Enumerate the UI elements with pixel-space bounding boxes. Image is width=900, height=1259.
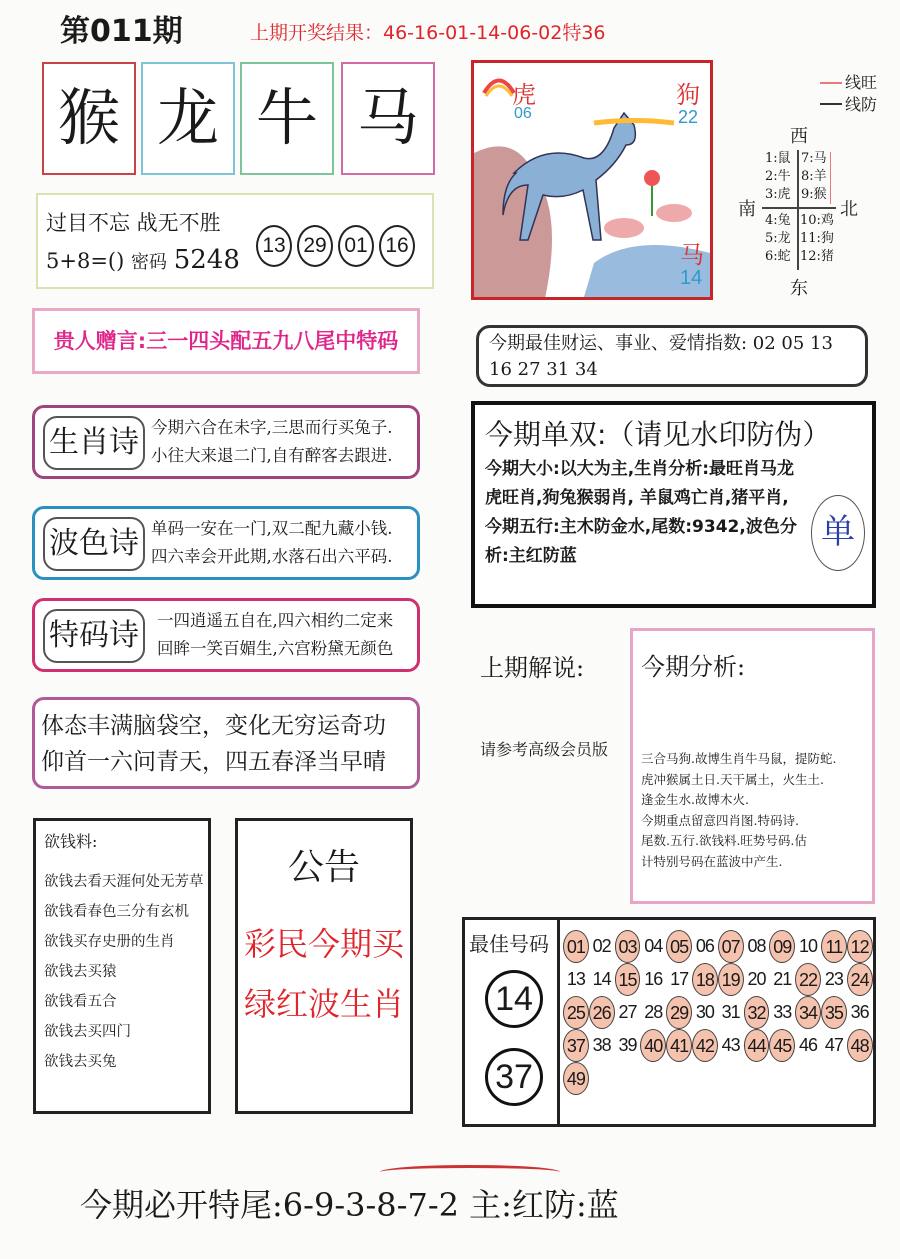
zodiac-item: 10:鸡 (800, 213, 834, 228)
poem-tag: 特码诗 (43, 609, 145, 663)
best-label: 最佳号码 (469, 932, 549, 956)
number-cell: 31 (721, 1002, 740, 1022)
verse-line: 仰首一六问青天，四五春泽当早晴 (41, 749, 386, 775)
number-cell: 32 (744, 996, 770, 1029)
number-cell: 22 (795, 963, 821, 996)
number-cell: 01 (563, 930, 589, 963)
number-cell: 15 (615, 963, 641, 996)
number-cell: 49 (563, 1062, 589, 1095)
poem-wave (32, 506, 420, 580)
number-cell: 41 (666, 1029, 692, 1062)
number-cell: 37 (563, 1029, 589, 1062)
password-label: 密码 (131, 252, 167, 273)
special-tail: 今期必开特尾:6-9-3-8-7-2 主:红防:蓝 (80, 1186, 619, 1224)
poem-tag: 波色诗 (43, 517, 145, 571)
zodiac-item: 8:羊 (801, 169, 827, 184)
number-cell: 36 (850, 1002, 869, 1022)
horse-illustration (474, 63, 710, 297)
analysis-title: 今期分析: (641, 653, 746, 681)
number-cell: 33 (773, 1002, 792, 1022)
horse-picture (471, 60, 713, 300)
pick-ball: 37 (485, 1048, 543, 1106)
number-cell: 25 (563, 996, 589, 1029)
number-cell: 12 (847, 930, 873, 963)
number-ball: 16 (379, 225, 415, 267)
money-clues (33, 818, 211, 1114)
analysis-line: 虎冲猴属土日.天干属土，火生土. (641, 771, 824, 787)
number-cell: 20 (747, 969, 766, 989)
money-item: 欲钱买存史册的生肖 (44, 934, 175, 950)
zodiac-item: 5:龙 (765, 231, 791, 246)
tiger-number: 06 (514, 105, 532, 122)
number-cell: 23 (824, 969, 843, 989)
poem-line: 小往大来退二门,自有醉客去跟进. (151, 446, 393, 465)
number-cell: 24 (847, 963, 873, 996)
poem-line: 回眸一笑百媚生,六宫粉黛无颜色 (157, 639, 394, 658)
motto-line: 过目不忘 战无不胜 (46, 211, 221, 235)
north-label: 北 (840, 199, 858, 220)
number-cell: 27 (618, 1002, 637, 1022)
number-cell: 28 (644, 1002, 663, 1022)
number-cell: 43 (721, 1035, 740, 1055)
number-cell: 40 (640, 1029, 666, 1062)
money-item: 欲钱去看天涯何处无芳草 (44, 874, 204, 890)
south-label: 南 (738, 199, 756, 220)
number-grid (563, 930, 873, 1095)
analysis-line: 尾数.五行.欲钱料.旺势号码.估 (641, 833, 807, 848)
number-cell: 26 (589, 996, 615, 1029)
poem-line: 一四逍遥五自在,四六相约二定来 (157, 611, 394, 630)
zodiac-item: 9:猴 (801, 187, 827, 202)
notice-title: 公告 (287, 847, 360, 888)
password-line (46, 245, 240, 275)
money-item: 欲钱去买兔 (44, 1054, 117, 1070)
dog-number: 22 (678, 107, 699, 127)
number-cell: 45 (769, 1029, 795, 1062)
money-item: 欲钱去买猿 (44, 964, 117, 980)
last-result: 上期开奖结果：46-16-01-14-06-02特36 (250, 22, 606, 44)
analysis-line: 计特别号码在蓝波中产生. (641, 853, 783, 869)
money-title: 欲钱料: (44, 832, 98, 851)
number-cell: 10 (799, 936, 818, 956)
number-cell: 30 (695, 1002, 714, 1022)
number-cell: 38 (592, 1035, 611, 1055)
motto-box (36, 193, 434, 289)
dog-label: 狗 (676, 81, 700, 109)
number-cell: 06 (695, 936, 714, 956)
analysis-line: 今期重点留意四肖图.特码诗. (641, 812, 799, 828)
number-cell: 46 (799, 1035, 818, 1055)
verse-box (32, 697, 420, 789)
number-cell: 16 (644, 969, 663, 989)
analysis-line: 三合马狗.故博生肖牛马鼠，提防蛇. (641, 751, 837, 766)
formula: 5+8=() (46, 249, 125, 273)
number-cell: 11 (821, 930, 847, 963)
verse-line: 体态丰满脑袋空，变化无穷运奇功 (41, 713, 386, 739)
analysis-line: 逢金生水.故博木火. (641, 792, 749, 807)
zodiac-item: 3:虎 (765, 187, 791, 202)
horse-label: 马 (680, 241, 704, 269)
zodiac-item: 7:马 (801, 151, 827, 166)
number-cell: 02 (592, 936, 611, 956)
money-item: 欲钱看五合 (44, 994, 117, 1010)
number-cell: 48 (847, 1029, 873, 1062)
east-label: 东 (790, 278, 808, 299)
money-item: 欲钱去买四门 (44, 1024, 131, 1040)
number-ball: 29 (297, 225, 333, 267)
odd-even-analysis: 今期大小:以大为主,生肖分析:最旺肖马龙虎旺肖,狗兔猴弱肖, 羊鼠鸡亡肖,猪平肖,今期五行:主木防金水,尾数:9342,波色分析:主红防蓝 (485, 459, 797, 566)
number-cell: 05 (666, 930, 692, 963)
money-item: 欲钱看春色三分有玄机 (44, 904, 189, 920)
zodiac-item: 2:牛 (765, 169, 791, 184)
last-explain-title: 上期解说: (480, 654, 585, 682)
banner: 贵人赠言:三一四头配五九八尾中特码 (32, 308, 420, 374)
number-cell: 35 (821, 996, 847, 1029)
number-cell: 34 (795, 996, 821, 1029)
number-ball: 13 (256, 225, 292, 267)
best-numbers-box (462, 917, 876, 1127)
number-cell: 13 (566, 969, 585, 989)
zodiac-box: 龙 (141, 62, 235, 175)
red-stroke (380, 1165, 560, 1179)
issue-number: 第011期 (60, 14, 183, 49)
horse-number: 14 (680, 267, 703, 289)
poem-tag: 生肖诗 (43, 416, 145, 470)
pick-ball: 14 (485, 970, 543, 1028)
password: 5248 (173, 245, 240, 275)
number-cell: 03 (615, 930, 641, 963)
west-label: 西 (790, 126, 808, 147)
number-cell: 07 (718, 930, 744, 963)
number-cell: 18 (692, 963, 718, 996)
watermark-stamp: 单 (811, 495, 865, 571)
zodiac-item: 6:蛇 (765, 249, 791, 264)
poem-line: 单码一安在一门,双二配九藏小钱. (151, 519, 393, 538)
number-cell: 39 (618, 1035, 637, 1055)
divider (557, 920, 560, 1124)
notice-line: 绿红波生肖 (243, 985, 404, 1023)
number-cell: 09 (769, 930, 795, 963)
number-cell: 29 (666, 996, 692, 1029)
poem-zodiac (32, 405, 420, 479)
compass-chart (735, 70, 885, 300)
notice-line: 彩民今期买 (243, 925, 404, 963)
number-cell: 08 (747, 936, 766, 956)
number-cell: 04 (644, 936, 663, 956)
number-cell: 47 (824, 1035, 843, 1055)
number-cell: 21 (773, 969, 792, 989)
odd-even-title: 今期单双:（请见水印防伪） (485, 418, 831, 451)
zodiac-item: 4:兔 (765, 213, 791, 228)
number-cell: 17 (670, 969, 689, 989)
poem-special (32, 598, 420, 672)
zodiac-box: 牛 (240, 62, 334, 175)
number-cell: 19 (718, 963, 744, 996)
zodiac-box: 马 (341, 62, 435, 175)
number-ball: 01 (338, 225, 374, 267)
legend-strong: 线旺 (845, 73, 878, 92)
number-cell: 42 (692, 1029, 718, 1062)
number-cell: 44 (744, 1029, 770, 1062)
notice-box (235, 818, 413, 1114)
zodiac-item: 12:猪 (800, 249, 834, 264)
tiger-label: 虎 (512, 81, 536, 109)
zodiac-item: 1:鼠 (765, 151, 791, 166)
odd-even-box (471, 401, 876, 608)
member-reference: 请参考高级会员版 (480, 740, 609, 759)
analysis-box (630, 628, 875, 904)
poem-line: 今期六合在未字,三思而行买兔子. (151, 418, 393, 437)
legend-guard: 线防 (845, 95, 878, 114)
lucky-index: 今期最佳财运、事业、爱情指数: 02 05 13 16 27 31 34 (476, 325, 868, 387)
number-cell: 14 (592, 969, 611, 989)
zodiac-item: 11:狗 (800, 231, 834, 246)
zodiac-box: 猴 (42, 62, 136, 175)
poem-line: 四六幸会开此期,水落石出六平码. (151, 547, 393, 566)
